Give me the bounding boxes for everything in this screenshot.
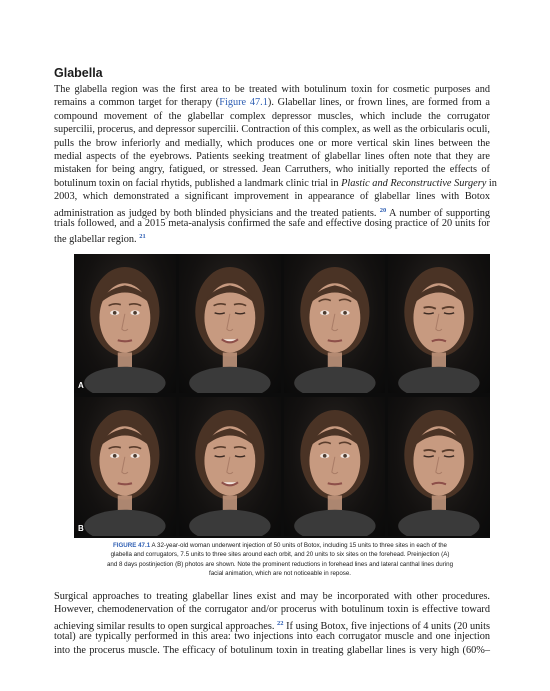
text-line: pulls the brow inferiorly and medially, which produces one or more vertical skin lines between the (54, 137, 490, 149)
text-line: supercilii, procerus, and depressor supercilii. Contraction of this complex, as well as the orbicularis oculi, (54, 124, 490, 136)
paragraph-surgical (54, 590, 490, 657)
reference-20[interactable]: 20 (379, 206, 387, 214)
face-photo (388, 397, 490, 536)
figure-47-1 (74, 254, 490, 538)
panel-a-row (74, 254, 490, 393)
face-photo (74, 254, 176, 393)
caption-label: FIGURE 47.1 (113, 542, 151, 549)
face-illustration (388, 254, 490, 393)
figure-link[interactable]: Figure 47.1 (219, 97, 268, 109)
face-photo (179, 397, 281, 536)
face-photo (388, 254, 490, 393)
reference-22[interactable]: 22 (277, 619, 284, 627)
text-line: achieving similar results to open surgical approaches. $^{22}$ If using Botox, five injections of 4 units (20 units (54, 619, 490, 632)
text-line: However, chemodenervation of the corrugator and/or procerus with botulinum toxin is effective toward (54, 604, 490, 616)
face-illustration (74, 397, 176, 536)
face-illustration (388, 397, 490, 536)
text-line: Surgical approaches to treating glabellar lines exist and may be incorporated with other procedures. (54, 591, 490, 602)
text-line: remains a common target for therapy (Figure 47.1). Glabellar lines, or frown lines, are formed from a (54, 97, 490, 109)
text-line: trials followed, and a 2015 meta-analysis confirmed the safe and effective dosing practice of 20 units for (54, 217, 490, 229)
face-illustration (284, 254, 386, 393)
figure-caption: FIGURE 47.1 A 32-year-old woman underwent injection of 50 units of Botox, including 15 units to three sites in each of the glabella and corrugators, 7.5 units to three sites around each orbit, and 20 units to six sites on the forehead. Preinjection (A) and 8 days postinjection (B) photos are shown. Note the prominent reductions in forehead lines and lateral canthal lines during facial animation, which are not noticeable in repose. (106, 542, 454, 577)
face-photo (74, 397, 176, 536)
text-line: the glabellar region. $^{21}$ (54, 233, 146, 246)
face-photo (284, 397, 386, 536)
panel-label-b: B (78, 524, 84, 533)
text-line: The glabella region was the first area to be treated with botulinum toxin for cosmetic purposes and (54, 84, 490, 95)
section-heading: Glabella (54, 66, 103, 80)
face-photo (179, 254, 281, 393)
face-illustration (284, 397, 386, 536)
text-line: total) are typically performed in this area: two injections into each corrugator muscle and one injection (54, 631, 490, 643)
journal-title: Plastic and Reconstructive Surgery (341, 177, 487, 189)
face-photo (284, 254, 386, 393)
panel-b-row (74, 397, 490, 536)
panel-label-a: A (78, 381, 84, 390)
text-line: 2003, which demonstrated a significant improvement in appearance of glabellar lines with Botox (54, 191, 490, 203)
face-illustration (179, 397, 281, 536)
text-line: compound movement of the glabellar complex depressor muscles, which include the corrugator (54, 110, 490, 122)
text-line: into the procerus muscle. The efficacy of botulinum toxin in treating glabellar lines is very high (60%– (54, 644, 490, 656)
face-illustration (74, 254, 176, 393)
text-line: medial aspects of the eyebrows. Patients seeking treatment of glabellar lines often note that they are (54, 150, 490, 162)
text-line: botulinum toxin on facial rhytids, published a landmark clinic trial in Plastic and Reconstructive Surgery in (54, 177, 497, 189)
text-line: mistaken for being angry, fatigued, or stressed. Jean Carruthers, who initially reported the effects of (54, 164, 490, 176)
paragraph-glabella (54, 83, 497, 246)
text-line: administration as judged by both blinded physicians and the treated patients. $^{20}$ A number of supporting (54, 206, 490, 219)
reference-21[interactable]: 21 (139, 233, 146, 241)
face-illustration (179, 254, 281, 393)
